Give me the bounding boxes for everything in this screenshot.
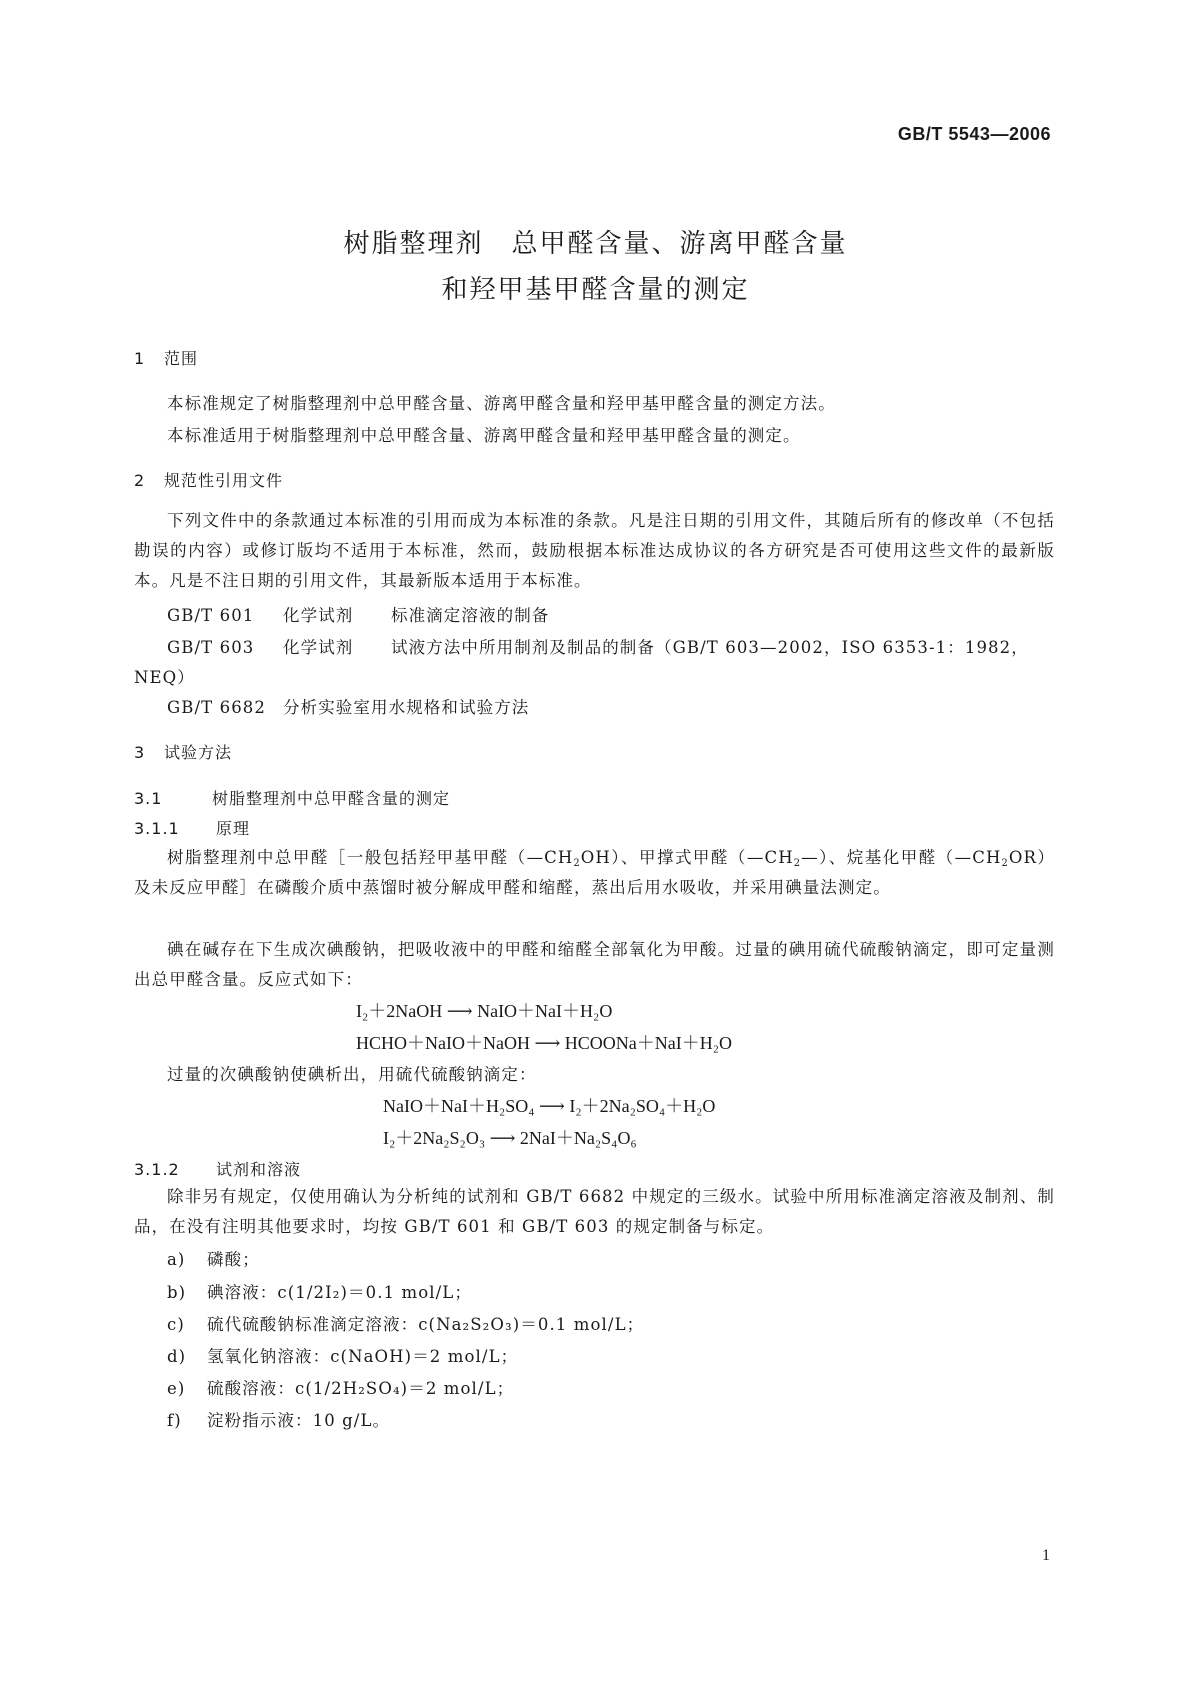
list-item: f) 淀粉指示液：10 g/L。 (167, 1411, 391, 1430)
list-item: b) 碘溶液：c(1/2I₂)＝0.1 mol/L； (167, 1283, 472, 1302)
principle-paragraph-2: 碘在碱存在下生成次碘酸钠，把吸收液中的甲醛和缩醛全部氧化为甲酸。过量的碘用硫代硫酸钠滴定，即可定量测出总甲醛含量。反应式如下： (134, 940, 1055, 989)
section-3-heading: 3 试验方法 (134, 743, 233, 762)
section-2-heading: 2 规范性引用文件 (134, 471, 284, 490)
title-line-1: 树脂整理剂 总甲醛含量、游离甲醛含量 (343, 229, 848, 259)
section-3-1-2-heading: 3.1.2 试剂和溶液 (134, 1160, 302, 1179)
reference-gbt-603-continued: NEQ） (134, 668, 195, 687)
arrow-icon: ⟶ (534, 1033, 561, 1053)
list-item: c) 硫代硫酸钠标准滴定溶液：c(Na₂S₂O₃)＝0.1 mol/L； (167, 1315, 645, 1334)
equation-1: I₂＋2NaOH ⟶ NaIO＋NaI＋H₂O (356, 1001, 613, 1021)
equation-4: I₂＋2Na₂S₂O₃ ⟶ 2NaI＋Na₂S₄O₆ (383, 1128, 637, 1148)
equation-2: HCHO＋NaIO＋NaOH ⟶ HCOONa＋NaI＋H₂O (356, 1033, 733, 1053)
reference-gbt-601: GB/T 601 化学试剂 标准滴定溶液的制备 (167, 606, 550, 625)
section-2-intro: 下列文件中的条款通过本标准的引用而成为本标准的条款。凡是注日期的引用文件，其随后所有的修改单（不包括勘误的内容）或修订版均不适用于本标准，然而，鼓励根据本标准达成协议的各方研究是否可使用这些文件的最新版本。凡是不注日期的引用文件，其最新版本适用于本标准。 (134, 511, 1055, 590)
section-3-1-1-heading: 3.1.1 原理 (134, 819, 251, 838)
arrow-icon: ⟶ (489, 1128, 516, 1148)
title-line-2: 和羟甲基甲醛含量的测定 (441, 275, 750, 305)
reference-gbt-603: GB/T 603 化学试剂 试液方法中所用制剂及制品的制备（GB/T 603—2002，ISO 6353-1：1982， (167, 638, 1029, 657)
list-item: d) 氢氧化钠溶液：c(NaOH)＝2 mol/L； (167, 1347, 519, 1366)
standard-code: GB/T 5543—2006 (897, 124, 1051, 144)
arrow-icon: ⟶ (539, 1096, 565, 1116)
page-number: 1 (1042, 1547, 1050, 1564)
principle-paragraph-1: 树脂整理剂中总甲醛［一般包括羟甲基甲醛$(—CH_2OH)$、甲撑式甲醛$(—CH_2—)$、烷基化甲醛$(—CH_2OR)$及未反应甲醛］在磷酸介质中蒸馏时被分解成甲醛和缩醛，蒸出后用水吸收，并采用碘量法测定。 (134, 848, 1055, 897)
section-1-paragraph-1: 本标准规定了树脂整理剂中总甲醛含量、游离甲醛含量和羟甲基甲醛含量的测定方法。 (167, 394, 836, 413)
list-item: e) 硫酸溶液：c(1/2H₂SO₄)＝2 mol/L； (167, 1379, 515, 1398)
reagents-paragraph: 除非另有规定，仅使用确认为分析纯的试剂和 GB/T 6682 中规定的三级水。试验中所用标准滴定溶液及制剂、制品，在没有注明其他要求时，均按 GB/T 601 和 GB/T 603 的规定制备与标定。 (134, 1187, 1055, 1236)
reference-gbt-6682: GB/T 6682 分析实验室用水规格和试验方法 (167, 698, 530, 717)
section-1-paragraph-2: 本标准适用于树脂整理剂中总甲醛含量、游离甲醛含量和羟甲基甲醛含量的测定。 (167, 426, 801, 445)
arrow-icon: ⟶ (446, 1001, 473, 1021)
equation-3: NaIO＋NaI＋H₂SO₄ ⟶ I₂＋2Na₂SO₄＋H₂O (383, 1096, 716, 1116)
principle-paragraph-3: 过量的次碘酸钠使碘析出，用硫代硫酸钠滴定： (167, 1065, 537, 1084)
section-3-1-heading: 3.1 树脂整理剂中总甲醛含量的测定 (134, 789, 451, 808)
list-item: a) 磷酸； (167, 1250, 260, 1269)
section-1-heading: 1 范围 (134, 349, 199, 368)
